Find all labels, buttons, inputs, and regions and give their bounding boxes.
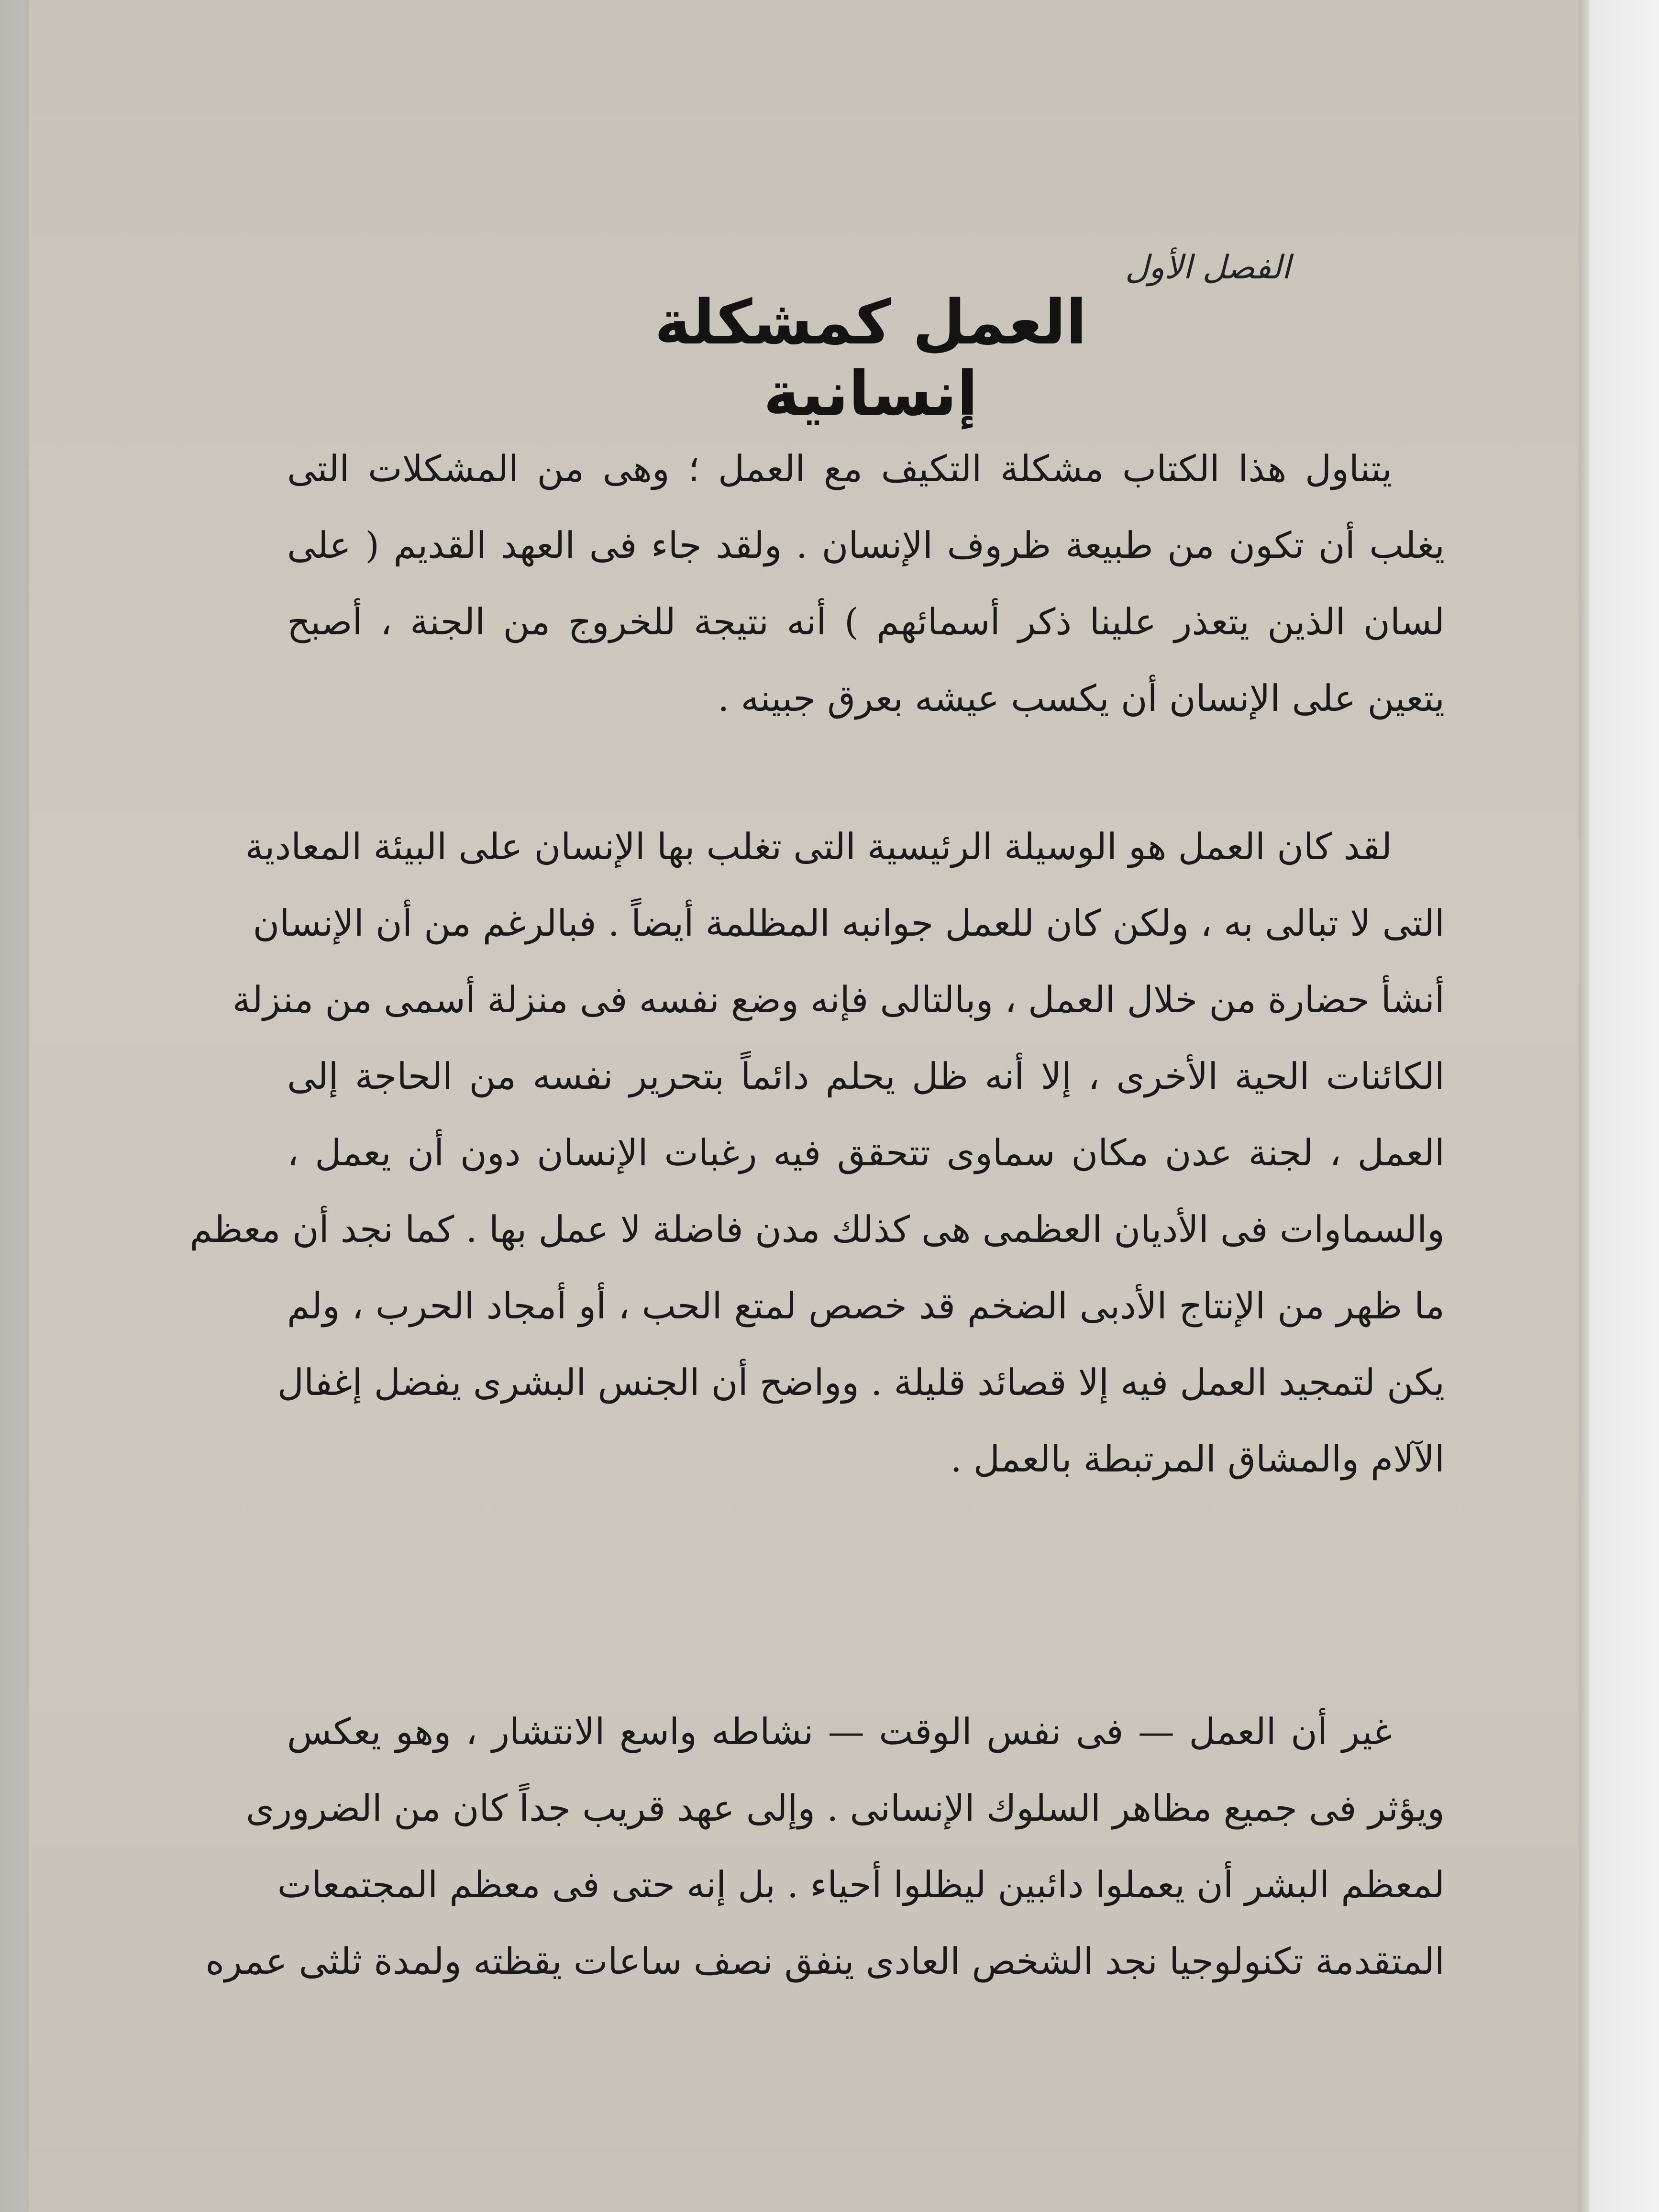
text-line: ما ظهر من الإنتاج الأدبى الضخم قد خصص لمتع الحب ، أو أمجاد الحرب ، ولم [287,1284,1445,1327]
text-line: المتقدمة تكنولوجيا نجد الشخص العادى ينفق نصف ساعات يقظته ولمدة ثلثى عمره [205,1940,1445,1982]
paragraph-2 [189,808,1445,1497]
text-line: أنشأ حضارة من خلال العمل ، وبالتالى فإنه وضع نفسه فى منزلة أسمى من منزلة [232,978,1445,1021]
text-line: التى لا تبالى به ، ولكن كان للعمل جوانبه المظلمة أيضاً . فبالرغم من أن الإنسان [253,902,1445,944]
text-line: يكن لتمجيد العمل فيه إلا قصائد قليلة . وواضح أن الجنس البشرى يفضل إغفال [277,1361,1445,1404]
text-line: والسماوات فى الأديان العظمى هى كذلك مدن فاضلة لا عمل بها . كما نجد أن معظم [189,1208,1445,1250]
text-line: لقد كان العمل هو الوسيلة الرئيسية التى تغلب بها الإنسان على البيئة المعادية [245,825,1392,868]
paragraph-3 [205,1693,1445,2000]
text-line: لمعظم البشر أن يعملوا دائبين ليظلوا أحياء . بل إنه حتى فى معظم المجتمعات [277,1863,1445,1906]
chapter-label: الفصل الأول [1125,249,1291,287]
text-line: غير أن العمل — فى نفس الوقت — نشاطه واسع الانتشار ، وهو يعكس [287,1710,1392,1753]
text-line: ويؤثر فى جميع مظاهر السلوك الإنسانى . وإلى عهد قريب جداً كان من الضرورى [245,1787,1445,1829]
text-line: الآلام والمشاق المرتبطة بالعمل . [950,1438,1445,1480]
text-line: يغلب أن تكون من طبيعة ظروف الإنسان . ولقد جاء فى العهد القديم ( على [287,524,1445,566]
page-edge [1579,0,1589,2212]
text-line: يتناول هذا الكتاب مشكلة التكيف مع العمل ؛ وهى من المشكلات التى [287,447,1392,490]
paragraph-1 [287,431,1445,737]
text-line: لسان الذين يتعذر علينا ذكر أسمائهم ) أنه نتيجة للخروج من الجنة ، أصبح [287,600,1445,643]
text-line: الكائنات الحية الأخرى ، إلا أنه ظل يحلم دائماً بتحرير نفسه من الحاجة إلى [287,1055,1445,1097]
text-line: العمل ، لجنة عدن مكان سماوى تتحقق فيه رغبات الإنسان دون أن يعمل ، [287,1131,1445,1174]
chapter-title: العمل كمشكلة إنسانية [654,287,1087,430]
text-line: يتعين على الإنسان أن يكسب عيشه بعرق جبينه . [718,677,1445,719]
